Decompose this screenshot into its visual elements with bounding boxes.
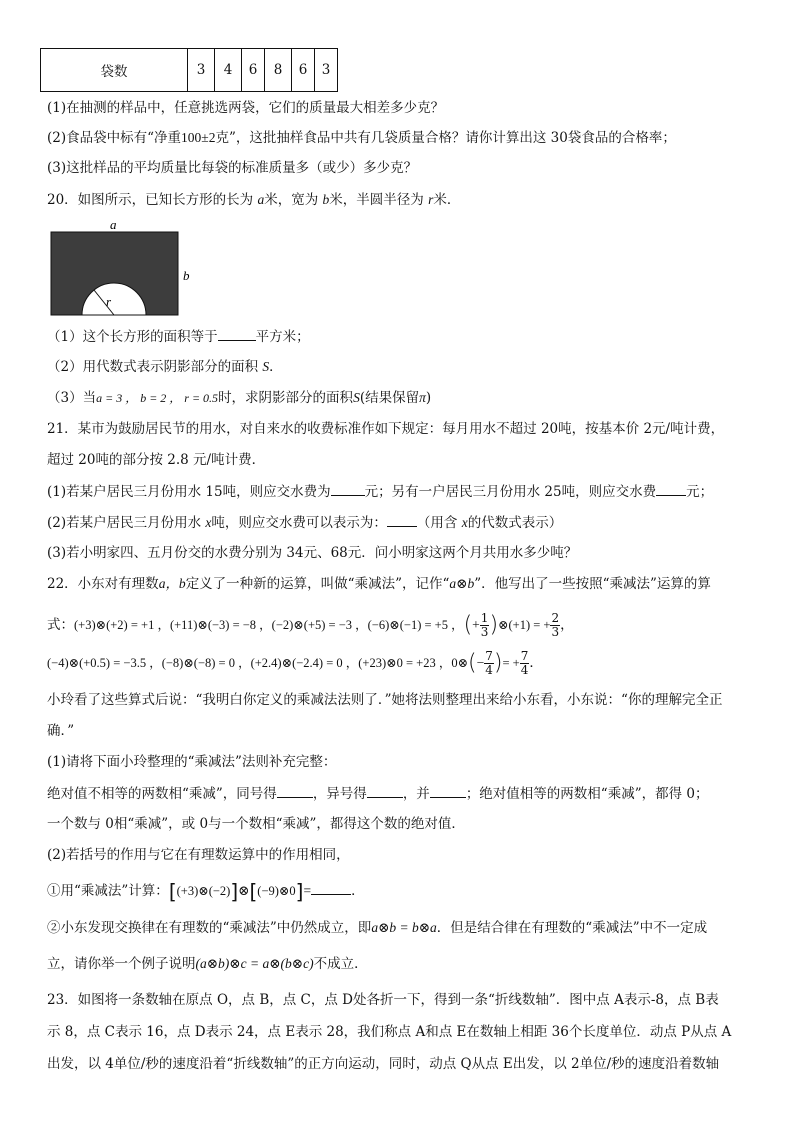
table-cell: 6 xyxy=(242,49,265,92)
q22-line1: 22．小东对有理数a，b定义了一种新的运算，叫做“乘减法”，记作“a⊗b”．他写出了一些按照“乘减法”运算的算 xyxy=(47,576,711,592)
fraction: $\frac{7}{4}$ xyxy=(485,649,493,677)
q21-part2: (2)若某户居民三月份用水 x吨，则应交水费可以表示为： （用含 x的代数式表示） xyxy=(47,512,562,533)
answer-blank[interactable] xyxy=(331,481,365,496)
label-a: a xyxy=(110,222,117,232)
table-cell: 6 xyxy=(292,49,315,92)
q19-part2: (2)食品袋中标有“净重100±2克”，这批抽样食品中共有几袋质量合格？请你计算出这 30袋食品的合格率； xyxy=(47,130,676,146)
q22-line5: 确．” xyxy=(47,723,75,739)
q22-part1: (1)请将下面小玲整理的“乘减法”法则补充完整： xyxy=(47,754,337,770)
q22-part2: (2)若括号的作用与它在有理数运算中的作用相同， xyxy=(47,847,350,863)
label-b: b xyxy=(183,268,190,283)
q21-part3: (3)若小明家四、五月份交的水费分别为 34元、68元．问小明家这两个月共用水多少吨？ xyxy=(47,545,578,561)
table-header-cell: 袋数 xyxy=(41,49,188,92)
bag-count-table xyxy=(40,48,338,92)
fraction: $\frac{7}{4}$ xyxy=(520,649,529,677)
q23-line1: 23．如图将一条数轴在原点 O，点 B，点 C，点 D处各折一下，得到一条“折线数轴”．图中点 A表示-8，点 B表 xyxy=(47,992,719,1008)
q21-part1: (1)若某户居民三月份用水 15吨，则应交水费为 元；另有一户居民三月份用水 25吨，则应交水费 元； xyxy=(47,481,713,502)
answer-blank[interactable] xyxy=(311,880,351,895)
answer-blank[interactable] xyxy=(218,326,256,341)
q22-rule2: 一个数与 0相“乘减”，或 0与一个数相“乘减”，都得这个数的绝对值． xyxy=(47,816,465,832)
label-r: r xyxy=(106,294,112,309)
q23-line2: 示 8，点 C表示 16，点 D表示 24，点 E表示 28，我们称点 A和点 E在数轴上相距 36个长度单位．动点 P从点 A xyxy=(47,1024,732,1040)
answer-blank[interactable] xyxy=(430,783,466,798)
q20-part1: （1）这个长方形的面积等于 平方米； xyxy=(47,326,310,347)
q22-rule1: 绝对值不相等的两数相“乘减”，同号得 ，异号得 ，并 ；绝对值相等的两数相“乘减”，都得 0； xyxy=(47,783,709,804)
q21-line1: 21．某市为鼓励居民节的用水，对自来水的收费标准作如下规定：每月用水不超过 20吨，按基本价 2元/吨计费， xyxy=(47,421,725,437)
q20-part3: （3）当a = 3 ， b = 2 ， r = 0.5时，求阴影部分的面积S(结果保留π) xyxy=(47,390,432,406)
answer-blank[interactable] xyxy=(367,783,403,798)
q22-equations-2: (−4)⊗(+0.5) = −3.5 ，(−8)⊗(−8) = 0 ，(+2.4)⊗(−2.4) = 0 ，(+23)⊗0 = +23 ，0⊗(− $\frac{7}{4}$ )= + $\frac{7}{4}$ ． xyxy=(47,649,543,677)
table-cell: 3 xyxy=(315,49,338,92)
q22-calc1: ①用“乘减法”计算：[(+3)⊗(−2)]⊗[(−9)⊗0]= ． xyxy=(47,879,365,904)
fraction: $\frac{2}{3}$ xyxy=(551,611,560,639)
answer-blank[interactable] xyxy=(277,783,313,798)
table-cell: 3 xyxy=(188,49,215,92)
q22-equations-1: 式：(+3)⊗(+2) = +1 ，(+11)⊗(−3) = −8 ，(−2)⊗(+5) = −3 ，(−6)⊗(−1) = +5 ，(+ $\frac{1}{3}$ )⊗(+1) = + $\frac{2}{3}$ ， xyxy=(47,611,574,639)
q22-calc2: ②小东发现交换律在有理数的“乘减法”中仍然成立，即a⊗b = b⊗a．但是结合律在有理数的“乘减法”中不一定成 xyxy=(47,920,708,936)
q19-part3: (3)这批样品的平均质量比每袋的标准质量多（或少）多少克？ xyxy=(47,160,418,176)
answer-blank[interactable] xyxy=(656,481,686,496)
q20-stem: 20．如图所示，已知长方形的长为 a米，宽为 b米，半圆半径为 r米． xyxy=(47,192,461,208)
q22-line4: 小玲看了这些算式后说：“我明白你定义的乘减法法则了．”她将法则整理出来给小东看，小东说：“你的理解完全正 xyxy=(47,692,723,708)
table-cell: 4 xyxy=(215,49,242,92)
q23-line3: 出发，以 4单位/秒的速度沿着“折线数轴”的正方向运动，同时，动点 Q从点 E出发，以 2单位/秒的速度沿着数轴 xyxy=(47,1056,720,1072)
table-cell: 8 xyxy=(265,49,292,92)
table-row xyxy=(41,49,338,92)
q22-calc3: 立，请你举一个例子说明(a⊗b)⊗c = a⊗(b⊗c)不成立． xyxy=(47,956,368,972)
answer-blank[interactable] xyxy=(387,512,417,527)
q21-line2: 超过 20吨的部分按 2.8 元/吨计费． xyxy=(47,452,266,468)
q19-part1: (1)在抽测的样品中，任意挑选两袋，它们的质量最大相差多少克？ xyxy=(47,100,445,116)
rectangle-semicircle-figure xyxy=(50,222,195,322)
q20-part2: （2）用代数式表示阴影部分的面积 S． xyxy=(47,359,283,375)
fraction: $\frac{1}{3}$ xyxy=(480,611,489,639)
